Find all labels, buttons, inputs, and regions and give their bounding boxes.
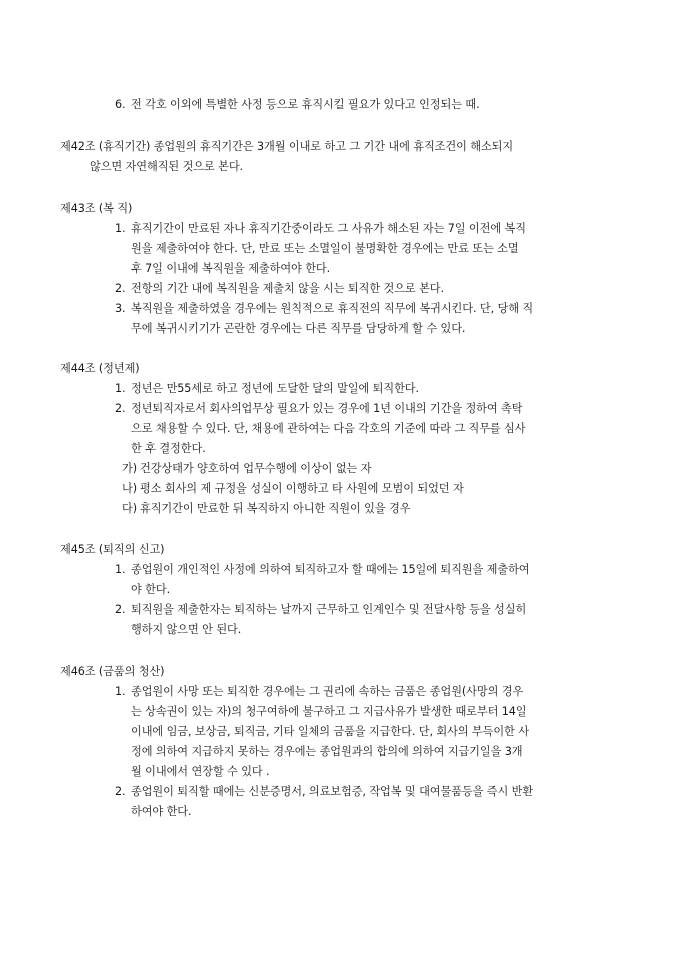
- item-number: 1.: [115, 685, 126, 698]
- item-number: 6.: [115, 98, 126, 111]
- item-text: 후 7일 이내에 복직원을 제출하여야 한다.: [131, 262, 331, 275]
- item-text: 종업원이 개인적인 사정에 의하여 퇴직하고자 할 때에는 15일에 퇴직원을 제출하여: [131, 563, 530, 576]
- subitem-text: 건강상태가 양호하여 업무수행에 이상이 없는 자: [140, 462, 372, 475]
- item-text: 정에 의하여 지급하지 못하는 경우에는 종업원과의 합의에 의하여 지급기일을 3개: [131, 745, 523, 758]
- item-text: 원을 제출하여야 한다. 단, 만료 또는 소멸일이 불명확한 경우에는 만료 또는 소멸: [131, 242, 519, 255]
- article-42-text: 않으면 자연해직된 것으로 본다.: [90, 160, 244, 173]
- item-text: 전항의 기간 내에 복직원을 제출치 않을 시는 퇴직한 것으로 본다.: [131, 282, 444, 295]
- item-number: 3.: [115, 302, 126, 315]
- subitem-mark: 가): [122, 462, 137, 475]
- item-text: 행하지 않으면 안 된다.: [131, 623, 242, 636]
- item-text: 야 한다.: [131, 583, 171, 596]
- item-text: 정년퇴직자로서 회사의업무상 필요가 있는 경우에 1년 이내의 기간을 정하여 촉탁: [131, 402, 523, 415]
- item-text: 무에 복귀시키기가 곤란한 경우에는 다른 직무를 담당하게 할 수 있다.: [131, 322, 466, 335]
- item-number: 2.: [115, 402, 126, 415]
- item-text: 휴직기간이 만료된 자나 휴직기간중이라도 그 사유가 해소된 자는 7일 이전에 복직: [131, 222, 526, 235]
- item-number: 1.: [115, 563, 126, 576]
- subitem-mark: 다): [122, 502, 137, 515]
- subitem-text: 휴직기간이 만료한 뒤 복직하지 아니한 직원이 있을 경우: [140, 502, 411, 515]
- item-number: 2.: [115, 785, 126, 798]
- item-text: 하여야 한다.: [131, 805, 192, 818]
- subitem-text: 평소 회사의 제 규정을 성실이 이행하고 타 사원에 모범이 되었던 자: [140, 482, 464, 495]
- article-42-heading: 제42조 (휴직기간) 종업원의 휴직기간은 3개월 이내로 하고 그 기간 내에 휴직조건이 해소되지: [60, 140, 514, 153]
- item-text: 이내에 임금, 보상금, 퇴직금, 기타 일체의 금품을 지급한다. 단, 회사의 부득이한 사: [131, 725, 529, 738]
- item-number: 1.: [115, 222, 126, 235]
- item-text: 전 각호 이외에 특별한 사정 등으로 휴직시킬 필요가 있다고 인정되는 때.: [131, 98, 480, 111]
- item-text: 종업원이 퇴직할 때에는 신분증명서, 의료보험증, 작업복 및 대여물품등을 즉시 반환: [131, 785, 534, 798]
- article-45-heading: 제45조 (퇴직의 신고): [60, 543, 165, 556]
- subitem-mark: 나): [122, 482, 137, 495]
- item-text: 월 이내에서 연장할 수 있다 .: [131, 765, 270, 778]
- item-text: 복직원을 제출하였을 경우에는 원칙적으로 휴직전의 직무에 복귀시킨다. 단, 당해 직: [131, 302, 534, 315]
- article-43-heading: 제43조 (복 직): [60, 202, 133, 215]
- item-number: 2.: [115, 282, 126, 295]
- item-text: 퇴직원을 제출한자는 퇴직하는 날까지 근무하고 인계인수 및 전달사항 등을 성실히: [131, 603, 527, 616]
- article-46-heading: 제46조 (금품의 청산): [60, 665, 165, 678]
- item-number: 2.: [115, 603, 126, 616]
- item-text: 으로 채용할 수 있다. 단, 채용에 관하여는 다음 각호의 기준에 따라 그 직무를 심사: [131, 422, 526, 435]
- item-text: 정년은 만55세로 하고 정년에 도달한 달의 말일에 퇴직한다.: [131, 382, 419, 395]
- item-text: 는 상속권이 있는 자)의 청구여하에 불구하고 그 지급사유가 발생한 때로부터 14일: [131, 705, 527, 718]
- item-text: 한 후 결정한다.: [131, 442, 206, 455]
- article-44-heading: 제44조 (정년제): [60, 362, 140, 375]
- item-number: 1.: [115, 382, 126, 395]
- item-text: 종업원이 사망 또는 퇴직한 경우에는 그 권리에 속하는 금품은 종업원(사망의 경우: [131, 685, 524, 698]
